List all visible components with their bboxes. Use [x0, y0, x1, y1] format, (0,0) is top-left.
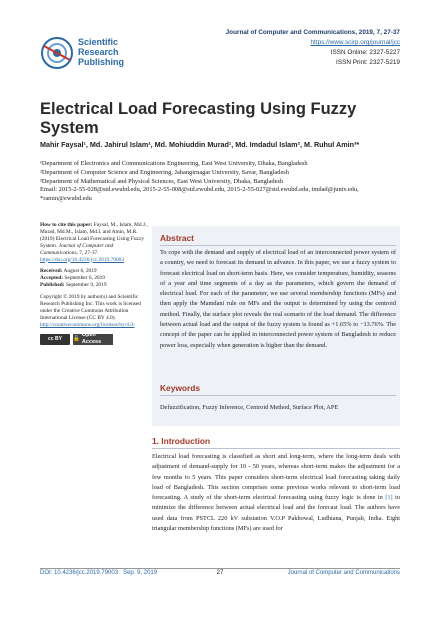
- page-header: [40, 28, 400, 80]
- abstract-box: [152, 226, 400, 426]
- affiliation-2: ²Department of Computer Science and Engineering, Jahangirnagar University, Savar, Bangladesh: [40, 168, 289, 176]
- open-access-badge[interactable]: [73, 334, 113, 345]
- cite-journal: Journal of Computer and Communications,: [40, 242, 114, 256]
- received-date: August 6, 2019: [63, 268, 97, 275]
- affiliations: [40, 160, 400, 204]
- dates-block: [40, 268, 152, 289]
- publisher-name-line2: Research: [78, 47, 119, 57]
- paper-title: Electrical Load Forecasting Using Fuzzy System: [40, 100, 357, 137]
- doi-link[interactable]: https://doi.org/10.4236/jcc.2019.79003: [40, 256, 125, 263]
- abstract-text: To cope with the demand and supply of electrical load of an interconnected power system of a country, we need to forecast its demand in advance. In this paper, we use a fuzzy system to forecast electrical load on short-term basis. Here, we consider temperature, humidity, seasons of a year and time segments of a day as the parameters, which govern the demand of electrical load. For each of the parameter, we use several membership functions (MFs) and then apply the Mamdani rule on MFs and the output is determined by using the centroid method. Finally, the surface plot reveals the real scenario of the load demand. The difference between actual load and the output of the fuzzy system is found as +1.65% to −13.76%. The concept of the paper can be applied in interconnected power system of Bangladesh to reduce power loss, especially when generation is higher than the demand.: [160, 249, 396, 349]
- footer-doi[interactable]: DOI: 10.4236/jcc.2019.79003: [40, 570, 119, 576]
- keywords-divider: [160, 395, 396, 396]
- affiliation-3: ³Department of Mathematical and Physical Sciences, East West University, Dhaka, Bangladesh: [40, 177, 284, 185]
- publisher-name-line3: Publishing: [78, 57, 124, 67]
- published-label: Published:: [40, 282, 65, 289]
- issn-print: ISSN Print: 2327-5219: [336, 59, 400, 66]
- reference-link[interactable]: [1]: [385, 494, 393, 502]
- copyright-text: Copyright © 2019 by author(s) and Scientific Research Publishing Inc. This work is licensed under the Creative Commons Attribution International License (CC BY 4.0).: [40, 294, 141, 321]
- open-lock-icon: 🔓: [73, 335, 80, 342]
- keywords-text: Defuzzification, Fuzzy Inference, Centroid Method, Surface Plot, APE: [160, 404, 339, 411]
- abstract-divider: [160, 245, 396, 246]
- issn-online: ISSN Online: 2327-5227: [330, 49, 400, 56]
- journal-citation-line: Journal of Computer and Communications, 2019, 7, 27-37: [225, 29, 400, 36]
- scirp-logo-icon: [40, 36, 74, 70]
- license-badges: [40, 334, 152, 345]
- cite-volume: 7, 27-37.: [79, 249, 99, 256]
- footer-divider: [40, 568, 400, 569]
- accepted-date: September 6, 2019: [64, 275, 105, 282]
- publisher-logo[interactable]: [40, 34, 160, 76]
- copyright-block: [40, 294, 152, 329]
- accepted-label: Accepted:: [40, 275, 64, 282]
- intro-text-part2: to minimize the difference between actual electrical load and the forecast load. The authors have used data from PSTCL 220 kV substation V.O.P Pakhowal, Ludhiana, Punjab, India. Eight triangular membership functions (MFs) are used for: [152, 494, 400, 533]
- introduction-divider: [152, 448, 400, 449]
- page-number: 27: [216, 570, 224, 576]
- abstract-heading: Abstract: [160, 233, 194, 243]
- journal-info: [226, 28, 400, 68]
- author-list: Mahir Faysal¹, Md. Jahirul Islam¹, Md. Mohiuddin Murad¹, Md. Imdadul Islam², M. Ruhul Amin³*: [40, 140, 360, 149]
- cite-text: Faysal, M., Islam, Md.J., Murad, Md.M., Islam, Md.I. and Amin, M.R. (2019) Electrical Load Forecasting Using Fuzzy System.: [40, 222, 148, 249]
- introduction-heading: 1. Introduction: [152, 436, 211, 446]
- introduction-text: [152, 452, 400, 534]
- email-line-2[interactable]: *ramin@ewubd.edu: [40, 195, 92, 203]
- article-sidebar: [40, 222, 152, 345]
- received-label: Received:: [40, 268, 63, 275]
- license-link[interactable]: http://creativecommons.org/licenses/by/4.0/: [40, 321, 135, 328]
- intro-text-part1: Electrical load forecasting is classified as short and long-term, where the long-term deals with adjustment of demand-supply for 10 - 50 years, whereas short-term makes the adjustment for a few months to 5 years. This paper considers short-term electrical load forecasting taking daily load of Bangladesh. This section comprises some previous works relevant to short-term load forecasting. A study of the short-term electrical forecasting using fuzzy logic is done in: [152, 453, 400, 502]
- publisher-name-line1: Scientific: [78, 37, 119, 47]
- cite-label: How to cite this paper:: [40, 222, 93, 228]
- footer-journal: Journal of Computer and Communications: [287, 570, 400, 576]
- email-line[interactable]: Email: 2015-2-55-028@std.ewubd.edu, 2015-2-55-008@std.ewubd.edu, 2015-2-55-027@std.ewubd.edu, imdad@juniv.edu,: [40, 186, 359, 194]
- open-access-label: Open Access: [81, 332, 102, 346]
- footer-date: Sep. 9, 2019: [123, 570, 158, 576]
- published-date: September 9, 2019: [65, 282, 107, 289]
- cc-by-badge[interactable]: cc BY: [40, 334, 70, 345]
- citation-block: [40, 222, 152, 263]
- page-footer: [40, 570, 400, 582]
- affiliation-1: ¹Department of Electronics and Communications Engineering, East West University, Dhaka, Bangladesh: [40, 160, 308, 167]
- keywords-heading: Keywords: [160, 383, 201, 393]
- journal-url-link[interactable]: https://www.scirp.org/journal/jcc: [310, 39, 400, 46]
